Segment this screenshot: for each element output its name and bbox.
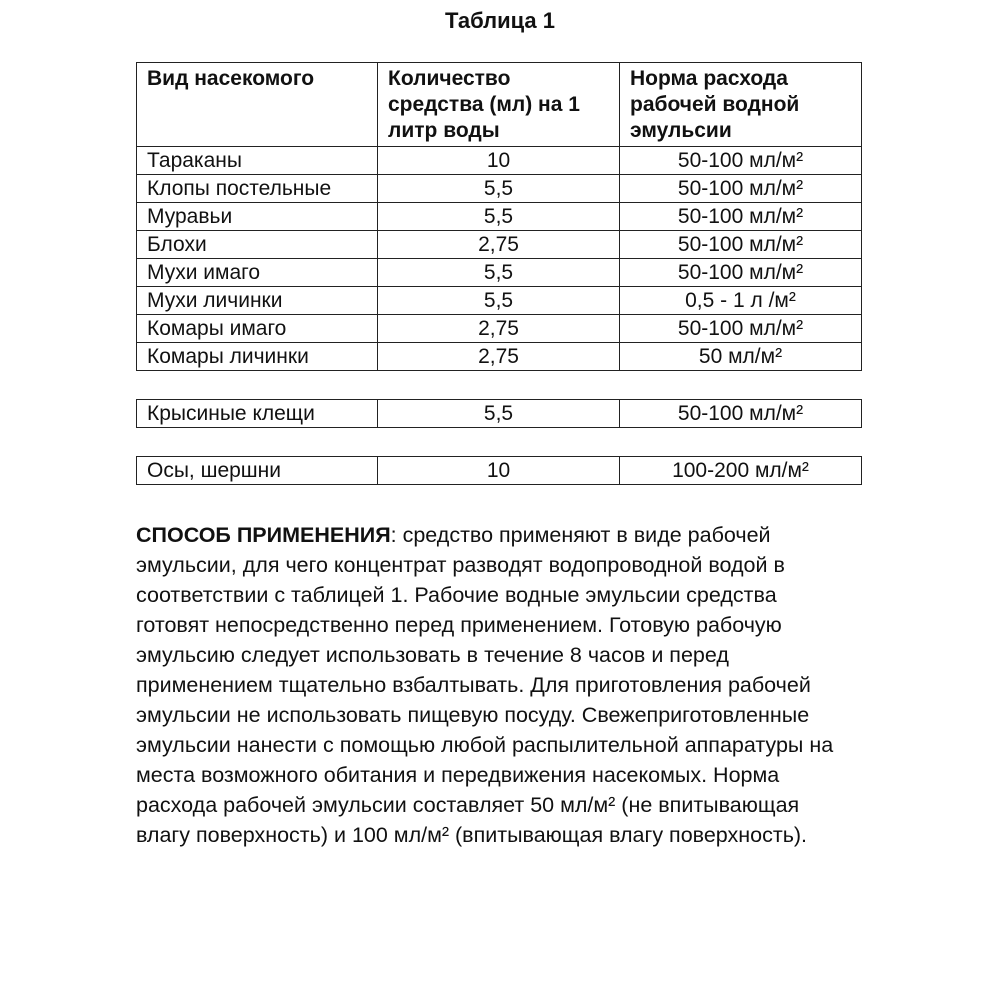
paragraph-line: эмульсии не использовать пищевую посуду. Свежеприготовленные — [136, 703, 810, 727]
rate-cell: 50-100 мл/м² — [620, 175, 862, 203]
table-row — [137, 231, 862, 259]
table-row — [137, 287, 862, 315]
rate-cell: 50-100 мл/м² — [620, 400, 862, 428]
amount-cell: 5,5 — [378, 203, 620, 231]
amount-cell: 2,75 — [378, 315, 620, 343]
insect-cell: Муравьи — [137, 203, 378, 231]
insect-cell: Тараканы — [137, 147, 378, 175]
insect-cell: Комары личинки — [137, 343, 378, 371]
rate-cell: 50-100 мл/м² — [620, 203, 862, 231]
rate-cell: 50-100 мл/м² — [620, 259, 862, 287]
rate-cell: 50-100 мл/м² — [620, 231, 862, 259]
header-rate: Норма расхода рабочей водной эмульсии — [620, 63, 862, 147]
table-row — [137, 175, 862, 203]
wasps-table — [136, 456, 862, 485]
application-method-paragraph — [136, 520, 833, 850]
table-row — [137, 259, 862, 287]
table-header-row — [137, 63, 862, 147]
paragraph-heading: СПОСОБ ПРИМЕНЕНИЯ — [136, 523, 391, 547]
insect-cell: Комары имаго — [137, 315, 378, 343]
paragraph-line: эмульсии, для чего концентрат разводят водопроводной водой в — [136, 553, 785, 577]
rate-cell: 50 мл/м² — [620, 343, 862, 371]
header-amount: Количество средства (мл) на 1 литр воды — [378, 63, 620, 147]
insect-cell: Мухи имаго — [137, 259, 378, 287]
table-row — [137, 400, 862, 428]
dosage-table — [136, 62, 862, 371]
insect-cell: Крысиные клещи — [137, 400, 378, 428]
table-row — [137, 343, 862, 371]
insect-cell: Мухи личинки — [137, 287, 378, 315]
amount-cell: 10 — [378, 457, 620, 485]
rate-cell: 100-200 мл/м² — [620, 457, 862, 485]
amount-cell: 2,75 — [378, 231, 620, 259]
insect-cell: Блохи — [137, 231, 378, 259]
amount-cell: 10 — [378, 147, 620, 175]
paragraph-line: влагу поверхность) и 100 мл/м² (впитывающая влагу поверхность). — [136, 823, 808, 847]
amount-cell: 5,5 — [378, 287, 620, 315]
amount-cell: 5,5 — [378, 175, 620, 203]
paragraph-line: эмульсии нанести с помощью любой распылительной аппаратуры на — [136, 733, 834, 757]
insect-cell: Клопы постельные — [137, 175, 378, 203]
ticks-table — [136, 399, 862, 428]
rate-cell: 0,5 - 1 л /м² — [620, 287, 862, 315]
amount-cell: 5,5 — [378, 259, 620, 287]
amount-cell: 5,5 — [378, 400, 620, 428]
table-row — [137, 203, 862, 231]
table-row — [137, 315, 862, 343]
paragraph-line: применением тщательно взбалтывать. Для приготовления рабочей — [136, 673, 811, 697]
table-caption: Таблица 1 — [444, 8, 556, 33]
insect-cell: Осы, шершни — [137, 457, 378, 485]
paragraph-line: соответствии с таблицей 1. Рабочие водные эмульсии средства — [136, 583, 777, 607]
paragraph-line — [136, 520, 833, 550]
paragraph-first-line: : средство применяют в виде рабочей — [390, 523, 771, 547]
paragraph-line: готовят непосредственно перед применением. Готовую рабочую — [136, 613, 782, 637]
header-insect: Вид насекомого — [137, 63, 378, 147]
paragraph-line: места возможного обитания и передвижения насекомых. Норма — [136, 763, 780, 787]
paragraph-line: расхода рабочей эмульсии составляет 50 мл/м² (не впитывающая — [136, 793, 800, 817]
rate-cell: 50-100 мл/м² — [620, 315, 862, 343]
table-row — [137, 147, 862, 175]
rate-cell: 50-100 мл/м² — [620, 147, 862, 175]
amount-cell: 2,75 — [378, 343, 620, 371]
table-row — [137, 457, 862, 485]
paragraph-line: эмульсию следует использовать в течение 8 часов и перед — [136, 643, 729, 667]
